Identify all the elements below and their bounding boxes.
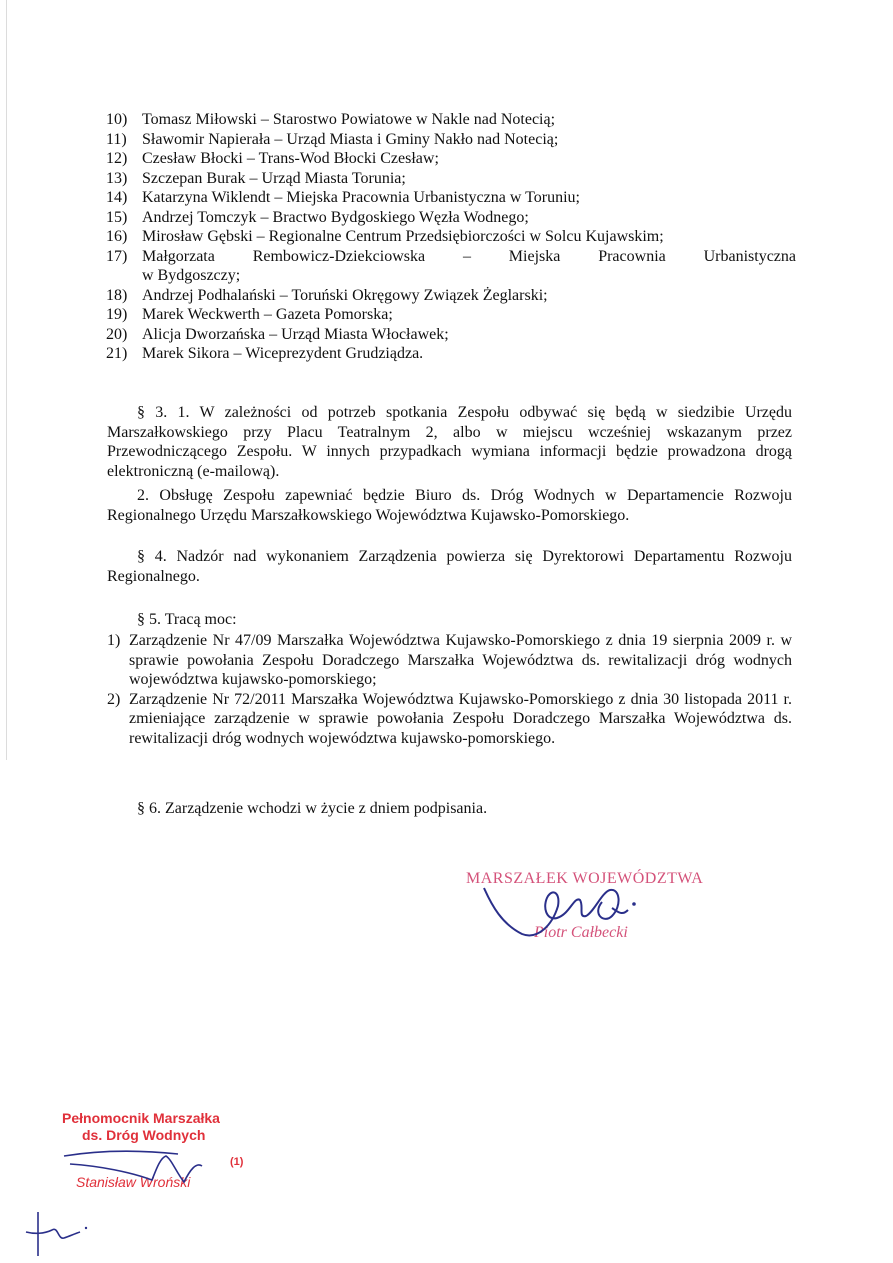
- page-edge-line: [6, 0, 7, 760]
- list-item: [106, 247, 796, 267]
- stamp-note: (1): [230, 1156, 244, 1168]
- list-item: [106, 344, 796, 364]
- item-text: Alicja Dworzańska – Urząd Miasta Włocławek;: [142, 325, 449, 343]
- section-3-paragraph-2: 2. Obsługę Zespołu zapewniać będzie Biuro ds. Dróg Wodnych w Departamencie Rozwoju Regionalnego Urzędu Marszałkowskiego Województwa Kujawsko-Pomorskiego.: [107, 487, 792, 524]
- list-item: [106, 286, 796, 306]
- list-item: [106, 149, 796, 169]
- list-item: [106, 325, 796, 345]
- section-5-heading: § 5. Tracą moc:: [137, 611, 237, 628]
- section-3-paragraph-1: § 3. 1. W zależności od potrzeb spotkania Zespołu odbywać się będą w siedzibie Urzędu Marszałkowskiego przy Placu Teatralnym 2, albo w miejscu wcześniej wskazanym przez Przewodniczącego Zespołu. W innych przypadkach wymiana informacji będzie prowadzona drogą elektroniczną (e-mailową).: [107, 404, 792, 480]
- list-item: [107, 690, 792, 749]
- stamp-name: Piotr Całbecki: [534, 924, 628, 941]
- item-number: 1): [107, 632, 121, 649]
- list-item: [106, 110, 796, 130]
- item-number: 21): [106, 345, 128, 362]
- list-item: [106, 130, 796, 150]
- plenipotentiary-stamp: [60, 1110, 260, 1200]
- item-number: 17): [106, 247, 128, 265]
- stamp-name: Stanisław Wroński: [76, 1174, 191, 1190]
- item-text: Mirosław Gębski – Regionalne Centrum Przedsiębiorczości w Solcu Kujawskim;: [142, 228, 664, 245]
- list-item: [106, 227, 796, 247]
- item-text: Czesław Błocki – Trans-Wod Błocki Czesław;: [142, 150, 439, 167]
- item-text: w Bydgoszczy;: [142, 267, 241, 284]
- item-number: 11): [106, 130, 127, 148]
- handwritten-initials: [24, 1210, 94, 1260]
- item-text: Andrzej Podhalański – Toruński Okręgowy Związek Żeglarski;: [142, 286, 548, 304]
- handwritten-signature: [462, 866, 722, 956]
- item-text: Tomasz Miłowski – Starostwo Powiatowe w Nakle nad Notecią;: [142, 111, 556, 128]
- item-number: 19): [106, 306, 128, 323]
- stamp-title: MARSZAŁEK WOJEWÓDZTWA: [466, 870, 704, 887]
- section-6-paragraph: § 6. Zarządzenie wchodzi w życie z dniem podpisania.: [137, 800, 488, 817]
- item-text: Marek Sikora – Wiceprezydent Grudziądza.: [142, 345, 424, 362]
- item-text: Zarządzenie Nr 72/2011 Marszałka Województwa Kujawsko-Pomorskiego z dnia 30 listopada 2011 r. zmieniające zarządzenie w sprawie powołania Zespołu Doradczego Marszałka Województwa ds. rewitalizacji dróg wodnych województwa kujawsko-pomorskiego.: [129, 690, 792, 747]
- list-item: [106, 169, 796, 189]
- item-number: 15): [106, 208, 128, 226]
- list-item-continuation: [106, 266, 796, 286]
- member-list: [106, 110, 796, 364]
- item-number: 14): [106, 189, 128, 206]
- item-text: Zarządzenie Nr 47/09 Marszałka Województwa Kujawsko-Pomorskiego z dnia 19 sierpnia 2009 r. w sprawie powołania Zespołu Doradczego Marszałka Województwa ds. rewitalizacji dróg wodnych województwa kujawsko-pomorskiego;: [129, 632, 792, 688]
- item-number: 2): [107, 690, 121, 708]
- section-4-paragraph: § 4. Nadzór nad wykonaniem Zarządzenia powierza się Dyrektorowi Departamentu Rozwoju Regionalnego.: [107, 548, 792, 585]
- item-text: Małgorzata Rembowicz-Dziekciowska – Miejska Pracownia Urbanistyczna: [142, 247, 796, 265]
- list-item: [106, 208, 796, 228]
- item-text: Andrzej Tomczyk – Bractwo Bydgoskiego Węzła Wodnego;: [142, 208, 529, 226]
- item-number: 20): [106, 325, 128, 343]
- item-text: Marek Weckwerth – Gazeta Pomorska;: [142, 306, 393, 323]
- item-number: 18): [106, 286, 128, 304]
- item-text: Szczepan Burak – Urząd Miasta Torunia;: [142, 169, 406, 187]
- item-number: 12): [106, 150, 128, 167]
- item-number: 10): [106, 111, 128, 128]
- item-text: Sławomir Napierała – Urząd Miasta i Gminy Nakło nad Notecią;: [142, 130, 559, 148]
- list-item: [106, 188, 796, 208]
- item-number: 13): [106, 169, 128, 187]
- marshal-signature-stamp: [462, 866, 722, 956]
- handwritten-signature: [60, 1110, 260, 1200]
- item-number: 16): [106, 228, 128, 245]
- stamp-line-2: ds. Dróg Wodnych: [82, 1127, 206, 1143]
- item-text: Katarzyna Wiklendt – Miejska Pracownia Urbanistyczna w Toruniu;: [142, 189, 580, 206]
- list-item: [107, 631, 792, 690]
- list-item: [106, 305, 796, 325]
- section-5-list: [107, 631, 792, 748]
- stamp-line-1: Pełnomocnik Marszałka: [62, 1110, 220, 1126]
